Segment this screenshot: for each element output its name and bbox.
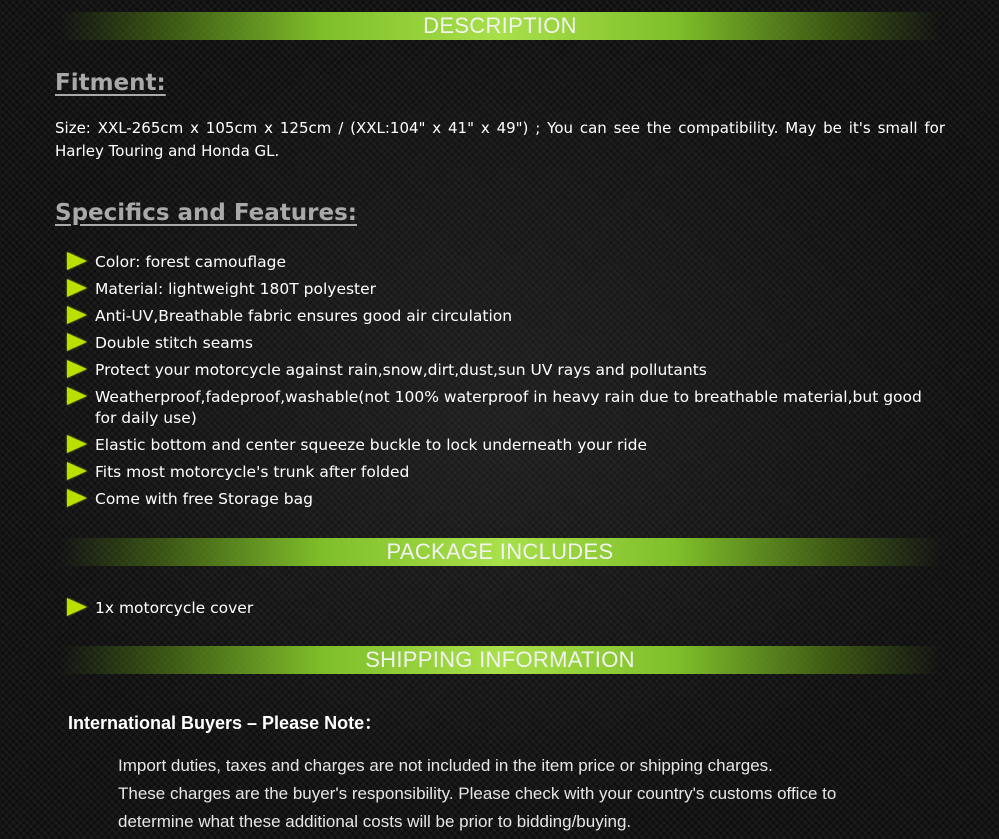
triangle-bullet-icon — [67, 279, 87, 297]
triangle-bullet-icon — [67, 462, 87, 480]
feature-text: Anti-UV,Breathable fabric ensures good air circulation — [95, 307, 513, 325]
feature-text: Color: forest camouflage — [95, 253, 286, 271]
package-list — [65, 598, 945, 625]
list-item — [65, 598, 945, 619]
feature-text: Material: lightweight 180T polyester — [95, 280, 377, 298]
feature-text: Protect your motorcycle against rain,snow,dirt,dust,sun UV rays and pollutants — [95, 361, 707, 379]
package-item-text: 1x motorcycle cover — [95, 599, 254, 617]
fitment-text: Size: XXL-265cm x 105cm x 125cm / (XXL:104" x 41" x 49") ; You can see the compatibility. May be it's small for Harley Touring and Honda GL. — [55, 119, 945, 160]
triangle-bullet-icon — [67, 489, 87, 507]
shipping-note-line: determine what these additional costs will be prior to bidding/buying. — [118, 812, 632, 831]
triangle-bullet-icon — [67, 435, 87, 453]
feature-text: Weatherproof,fadeproof,washable(not 100% waterproof in heavy rain due to breathable material,but good for daily use) — [95, 388, 922, 427]
list-item — [65, 252, 945, 273]
triangle-bullet-icon — [67, 360, 87, 378]
shipping-banner: SHIPPING INFORMATION — [60, 646, 940, 674]
feature-text: Double stitch seams — [95, 334, 253, 352]
feature-text: Come with free Storage bag — [95, 490, 313, 508]
list-item — [65, 360, 945, 381]
list-item — [65, 333, 945, 354]
description-banner: DESCRIPTION — [60, 12, 940, 40]
feature-text: Elastic bottom and center squeeze buckle to lock underneath your ride — [95, 436, 648, 454]
list-item — [65, 489, 945, 510]
list-item — [65, 435, 945, 456]
shipping-note — [118, 752, 918, 836]
triangle-bullet-icon — [67, 306, 87, 324]
features-list — [65, 252, 945, 516]
list-item — [65, 387, 945, 429]
triangle-bullet-icon — [67, 598, 87, 616]
shipping-note-line: Import duties, taxes and charges are not included in the item price or shipping charges. — [118, 756, 773, 775]
shipping-note-line: These charges are the buyer's responsibility. Please check with your country's customs office to — [118, 784, 837, 803]
triangle-bullet-icon — [67, 252, 87, 270]
specifics-heading: Specifics and Features: — [55, 200, 357, 226]
international-buyers-heading: International Buyers – Please Note： — [68, 713, 383, 733]
triangle-bullet-icon — [67, 387, 87, 405]
package-banner: PACKAGE INCLUDES — [60, 538, 940, 566]
list-item — [65, 306, 945, 327]
list-item — [65, 279, 945, 300]
list-item — [65, 462, 945, 483]
triangle-bullet-icon — [67, 333, 87, 351]
feature-text: Fits most motorcycle's trunk after folded — [95, 463, 410, 481]
fitment-heading: Fitment: — [55, 70, 166, 96]
